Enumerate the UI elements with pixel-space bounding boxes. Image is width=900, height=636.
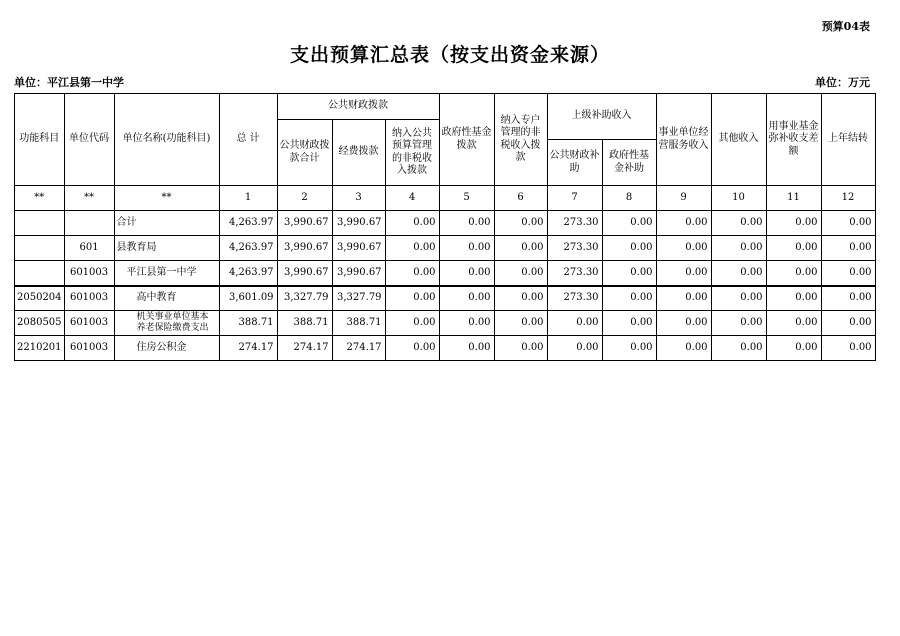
amount-cell: 0.00 <box>494 336 547 361</box>
table-row <box>15 311 876 336</box>
unit-code-cell: 601003 <box>64 311 114 336</box>
amount-cell: 0.00 <box>494 261 547 286</box>
amount-cell: 0.00 <box>711 286 766 311</box>
amount-cell: 0.00 <box>711 261 766 286</box>
func-code-cell: 2080505 <box>15 311 65 336</box>
unit-name-cell: 机关事业单位基本养老保险缴费支出 <box>114 311 219 336</box>
index-cell: 5 <box>439 186 494 211</box>
index-cell: ** <box>64 186 114 211</box>
func-code-cell: 2210201 <box>15 336 65 361</box>
amount-cell: 0.00 <box>766 286 821 311</box>
amount-cell: 0.00 <box>439 286 494 311</box>
header-fund-balance: 用事业基金弥补收支差额 <box>766 94 821 186</box>
amount-cell: 0.00 <box>711 211 766 236</box>
table-row <box>15 336 876 361</box>
amount-cell: 4,263.97 <box>219 236 277 261</box>
amount-cell: 0.00 <box>602 261 656 286</box>
amount-cell: 0.00 <box>821 211 875 236</box>
amount-cell: 0.00 <box>766 211 821 236</box>
amount-cell: 274.17 <box>332 336 385 361</box>
index-cell: 10 <box>711 186 766 211</box>
index-cell: 8 <box>602 186 656 211</box>
index-cell: 11 <box>766 186 821 211</box>
unit-name-cell: 合计 <box>114 211 219 236</box>
amount-cell: 273.30 <box>547 261 602 286</box>
amount-cell: 3,327.79 <box>332 286 385 311</box>
amount-cell: 0.00 <box>821 236 875 261</box>
amount-cell: 0.00 <box>547 311 602 336</box>
header-upper-group: 上级补助收入 <box>547 94 656 140</box>
amount-cell: 3,990.67 <box>277 211 332 236</box>
amount-cell: 0.00 <box>602 311 656 336</box>
amount-cell: 0.00 <box>494 211 547 236</box>
amount-cell: 0.00 <box>821 336 875 361</box>
amount-cell: 0.00 <box>602 286 656 311</box>
amount-cell: 3,990.67 <box>277 236 332 261</box>
amount-cell: 3,990.67 <box>277 261 332 286</box>
amount-cell: 0.00 <box>821 311 875 336</box>
amount-cell: 0.00 <box>385 336 439 361</box>
amount-cell: 0.00 <box>821 261 875 286</box>
form-number: 预算04表 <box>821 20 870 33</box>
amount-cell: 0.00 <box>711 311 766 336</box>
amount-cell: 3,990.67 <box>332 236 385 261</box>
header-public-total: 公共财政拨款合计 <box>277 120 332 186</box>
amount-cell: 0.00 <box>385 211 439 236</box>
table-row <box>15 286 876 311</box>
header-code: 单位代码 <box>64 94 114 186</box>
amount-cell: 0.00 <box>385 311 439 336</box>
header-fund-alloc: 经费拨款 <box>332 120 385 186</box>
unit-name-cell: 平江县第一中学 <box>114 261 219 286</box>
amount-cell: 0.00 <box>439 336 494 361</box>
amount-cell: 273.30 <box>547 211 602 236</box>
func-code-cell <box>15 261 65 286</box>
header-carryover: 上年结转 <box>821 94 875 186</box>
amount-cell: 0.00 <box>766 261 821 286</box>
header-special-nontax: 纳入专户管理的非税收入拨款 <box>494 94 547 186</box>
index-cell: 1 <box>219 186 277 211</box>
amount-cell: 273.30 <box>547 236 602 261</box>
header-total: 总 计 <box>219 94 277 186</box>
amount-cell: 273.30 <box>547 286 602 311</box>
amount-cell: 0.00 <box>766 311 821 336</box>
index-cell: 6 <box>494 186 547 211</box>
amount-cell: 0.00 <box>656 211 711 236</box>
amount-cell: 0.00 <box>656 261 711 286</box>
amount-cell: 0.00 <box>711 336 766 361</box>
unit-name-cell: 住房公积金 <box>114 336 219 361</box>
amount-cell: 3,990.67 <box>332 261 385 286</box>
amount-cell: 0.00 <box>385 261 439 286</box>
amount-cell: 274.17 <box>277 336 332 361</box>
amount-cell: 274.17 <box>219 336 277 361</box>
index-cell: 2 <box>277 186 332 211</box>
index-cell: 9 <box>656 186 711 211</box>
amount-cell: 3,327.79 <box>277 286 332 311</box>
amount-cell: 388.71 <box>332 311 385 336</box>
amount-cell: 0.00 <box>439 311 494 336</box>
index-cell: ** <box>15 186 65 211</box>
index-cell: 7 <box>547 186 602 211</box>
amount-cell: 4,263.97 <box>219 211 277 236</box>
amount-cell: 0.00 <box>656 311 711 336</box>
amount-cell: 0.00 <box>766 236 821 261</box>
amount-cell: 0.00 <box>385 286 439 311</box>
func-code-cell <box>15 211 65 236</box>
amount-cell: 0.00 <box>439 236 494 261</box>
amount-cell: 0.00 <box>766 336 821 361</box>
amount-cell: 0.00 <box>656 286 711 311</box>
page-title: 支出预算汇总表（按支出资金来源） <box>289 44 610 66</box>
header-upper-gov: 政府性基金补助 <box>602 140 656 186</box>
unit-code-cell: 601003 <box>64 286 114 311</box>
unit-name-cell: 高中教育 <box>114 286 219 311</box>
amount-cell: 0.00 <box>602 336 656 361</box>
index-cell: 3 <box>332 186 385 211</box>
amount-cell: 0.00 <box>711 236 766 261</box>
header-other: 其他收入 <box>711 94 766 186</box>
unit-code-cell: 601003 <box>64 336 114 361</box>
header-gov-fund: 政府性基金拨款 <box>439 94 494 186</box>
amount-cell: 0.00 <box>439 261 494 286</box>
amount-cell: 3,990.67 <box>332 211 385 236</box>
header-public-group: 公共财政拨款 <box>277 94 439 120</box>
amount-cell: 0.00 <box>821 286 875 311</box>
amount-cell: 0.00 <box>439 211 494 236</box>
amount-cell: 388.71 <box>219 311 277 336</box>
amount-cell: 4,263.97 <box>219 261 277 286</box>
unit-code-cell: 601 <box>64 236 114 261</box>
amount-cell: 0.00 <box>602 211 656 236</box>
amount-cell: 0.00 <box>385 236 439 261</box>
table-row <box>15 211 876 236</box>
amount-cell: 0.00 <box>494 311 547 336</box>
amount-cell: 388.71 <box>277 311 332 336</box>
header-func: 功能科目 <box>15 94 65 186</box>
amount-cell: 0.00 <box>602 236 656 261</box>
amount-cell: 0.00 <box>656 236 711 261</box>
index-cell: ** <box>114 186 219 211</box>
table-row <box>15 236 876 261</box>
unit-name-cell: 县教育局 <box>114 236 219 261</box>
table-row <box>15 261 876 286</box>
amount-cell: 0.00 <box>656 336 711 361</box>
amount-cell: 0.00 <box>494 286 547 311</box>
index-cell: 12 <box>821 186 875 211</box>
func-code-cell <box>15 236 65 261</box>
index-cell: 4 <box>385 186 439 211</box>
header-upper-public: 公共财政补助 <box>547 140 602 186</box>
unit-currency: 单位：万元 <box>815 76 870 89</box>
amount-cell: 0.00 <box>494 236 547 261</box>
amount-cell: 0.00 <box>547 336 602 361</box>
unit-code-cell <box>64 211 114 236</box>
amount-cell: 3,601.09 <box>219 286 277 311</box>
header-name: 单位名称(功能科目) <box>114 94 219 186</box>
func-code-cell: 2050204 <box>15 286 65 311</box>
header-nontax: 纳入公共预算管理的非税收入拨款 <box>385 120 439 186</box>
unit-org: 单位：平江县第一中学 <box>14 76 124 89</box>
unit-code-cell: 601003 <box>64 261 114 286</box>
header-business: 事业单位经营服务收入 <box>656 94 711 186</box>
budget-table <box>14 93 876 361</box>
